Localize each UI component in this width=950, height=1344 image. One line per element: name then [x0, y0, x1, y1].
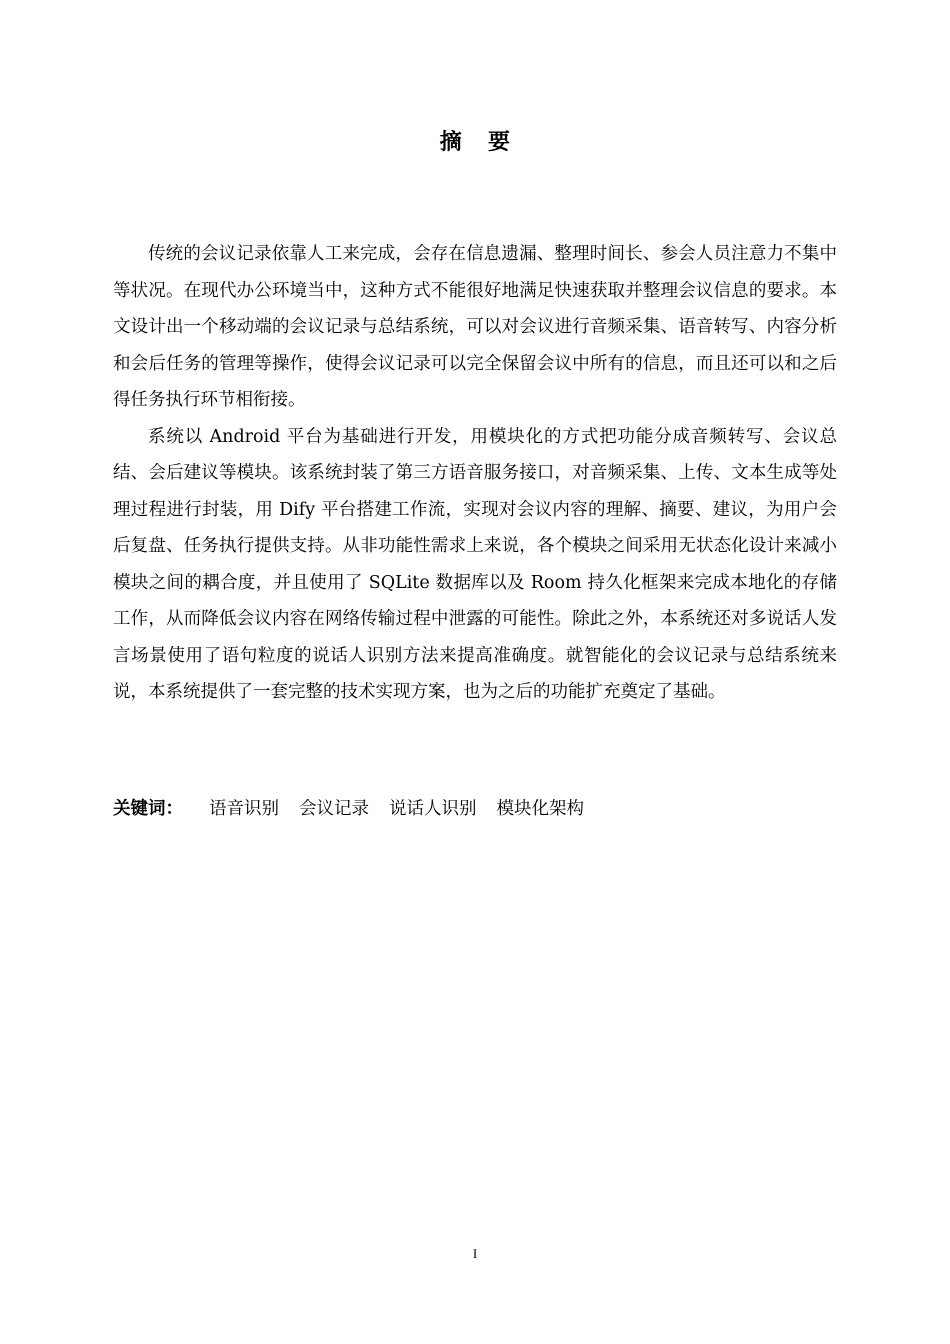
abstract-paragraph-2: 系统以 Android 平台为基础进行开发，用模块化的方式把功能分成音频转写、会议总结、会后建议等模块。该系统封装了第三方语音服务接口，对音频采集、上传、文本生成等处理过程进行封装，用 Dify 平台搭建工作流，实现对会议内容的理解、摘要、建议，为用户会后复盘、任务执行提供支持。从非功能性需求上来说，各个模块之间采用无状态化设计来减小模块之间的耦合度，并且使用了 SQLite 数据库以及 Room 持久化框架来完成本地化的存储工作，从而降低会议内容在网络传输过程中泄露的可能性。除此之外，本系统还对多说话人发言场景使用了语句粒度的说话人识别方法来提高准确度。就智能化的会议记录与总结系统来说，本系统提供了一套完整的技术实现方案，也为之后的功能扩充奠定了基础。 [113, 426, 837, 702]
abstract-body [113, 236, 837, 711]
abstract-title [0, 125, 950, 156]
keywords-label: 关键词： [113, 799, 183, 819]
page-number: I [472, 1246, 478, 1261]
keyword-item: 语音识别 [209, 799, 279, 819]
keyword-item: 会议记录 [299, 799, 369, 819]
abstract-paragraph-1: 传统的会议记录依靠人工来完成，会存在信息遗漏、整理时间长、参会人员注意力不集中等状况。在现代办公环境当中，这种方式不能很好地满足快速获取并整理会议信息的要求。本文设计出一个移动端的会议记录与总结系统，可以对会议进行音频采集、语音转写、内容分析和会后任务的管理等操作，使得会议记录可以完全保留会议中所有的信息，而且还可以和之后得任务执行环节相衔接。 [113, 244, 837, 410]
keywords-line [113, 794, 837, 824]
keyword-item: 模块化架构 [496, 799, 584, 819]
abstract-title-part1: 摘 [439, 129, 462, 155]
abstract-title-part2: 要 [488, 129, 511, 155]
keyword-item: 说话人识别 [389, 799, 477, 819]
